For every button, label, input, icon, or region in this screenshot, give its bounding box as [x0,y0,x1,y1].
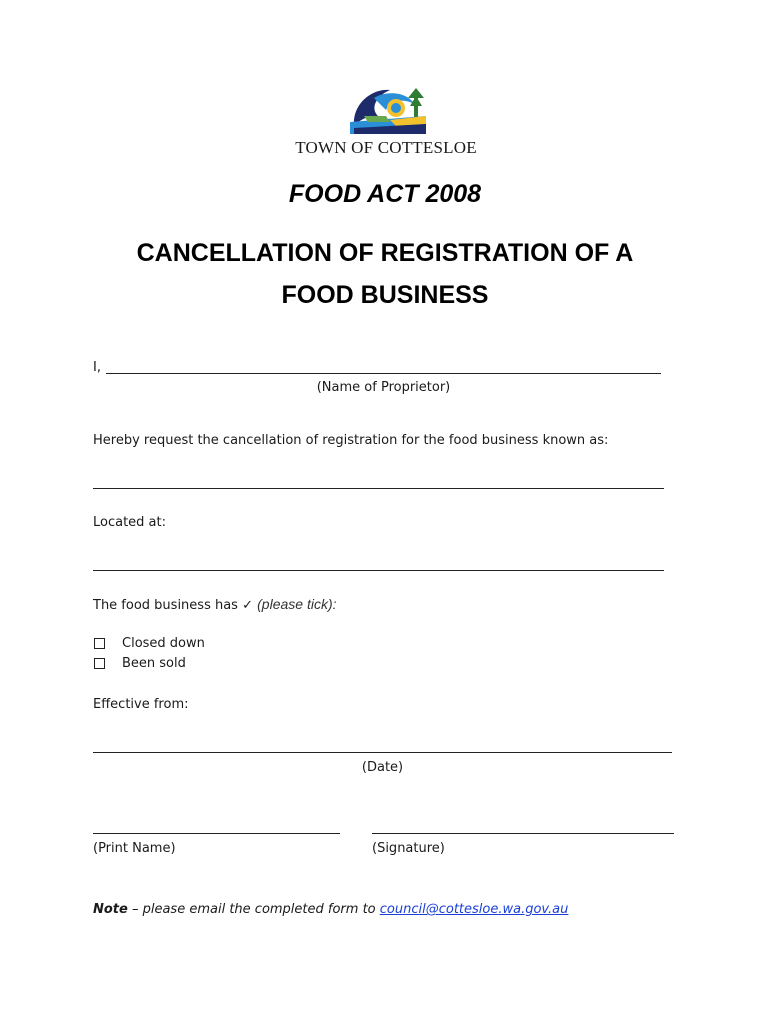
been-sold-label: Been sold [122,656,186,671]
proprietor-label: (Name of Proprietor) [316,380,451,395]
signature-label: (Signature) [372,841,445,856]
tick-icon: ✓ [242,598,253,613]
print-name-label: (Print Name) [93,841,176,856]
status-hint: (please tick): [257,596,337,612]
proprietor-name-field[interactable] [106,373,661,374]
town-logo [286,86,486,160]
form-title-line-1: CANCELLATION OF REGISTRATION OF A [136,239,634,267]
form-title-line-2: FOOD BUSINESS [281,281,489,309]
closed-down-label: Closed down [122,636,205,651]
business-name-field[interactable] [93,488,664,489]
location-field[interactable] [93,570,664,571]
date-label: (Date) [361,760,404,775]
request-text: Hereby request the cancellation of registration for the food business known as: [93,433,609,448]
form-title [100,232,670,316]
note-text: – please email the completed form to [127,902,380,917]
been-sold-checkbox[interactable] [94,658,105,669]
town-of-cottesloe-logo-icon [286,86,486,138]
print-name-field[interactable] [93,833,340,834]
date-field[interactable] [93,752,672,753]
note [93,902,568,917]
status-line [93,596,337,613]
act-title: FOOD ACT 2008 [288,180,482,208]
org-name: TOWN OF COTTESLOE [295,138,477,157]
proprietor-prefix: I, [93,360,101,375]
status-prefix: The food business has [93,598,238,613]
signature-field[interactable] [372,833,674,834]
located-label: Located at: [93,515,167,530]
note-bold: Note [93,902,128,917]
email-link[interactable]: council@cottesloe.wa.gov.au [379,902,569,917]
effective-label: Effective from: [93,697,189,712]
closed-down-checkbox[interactable] [94,638,105,649]
